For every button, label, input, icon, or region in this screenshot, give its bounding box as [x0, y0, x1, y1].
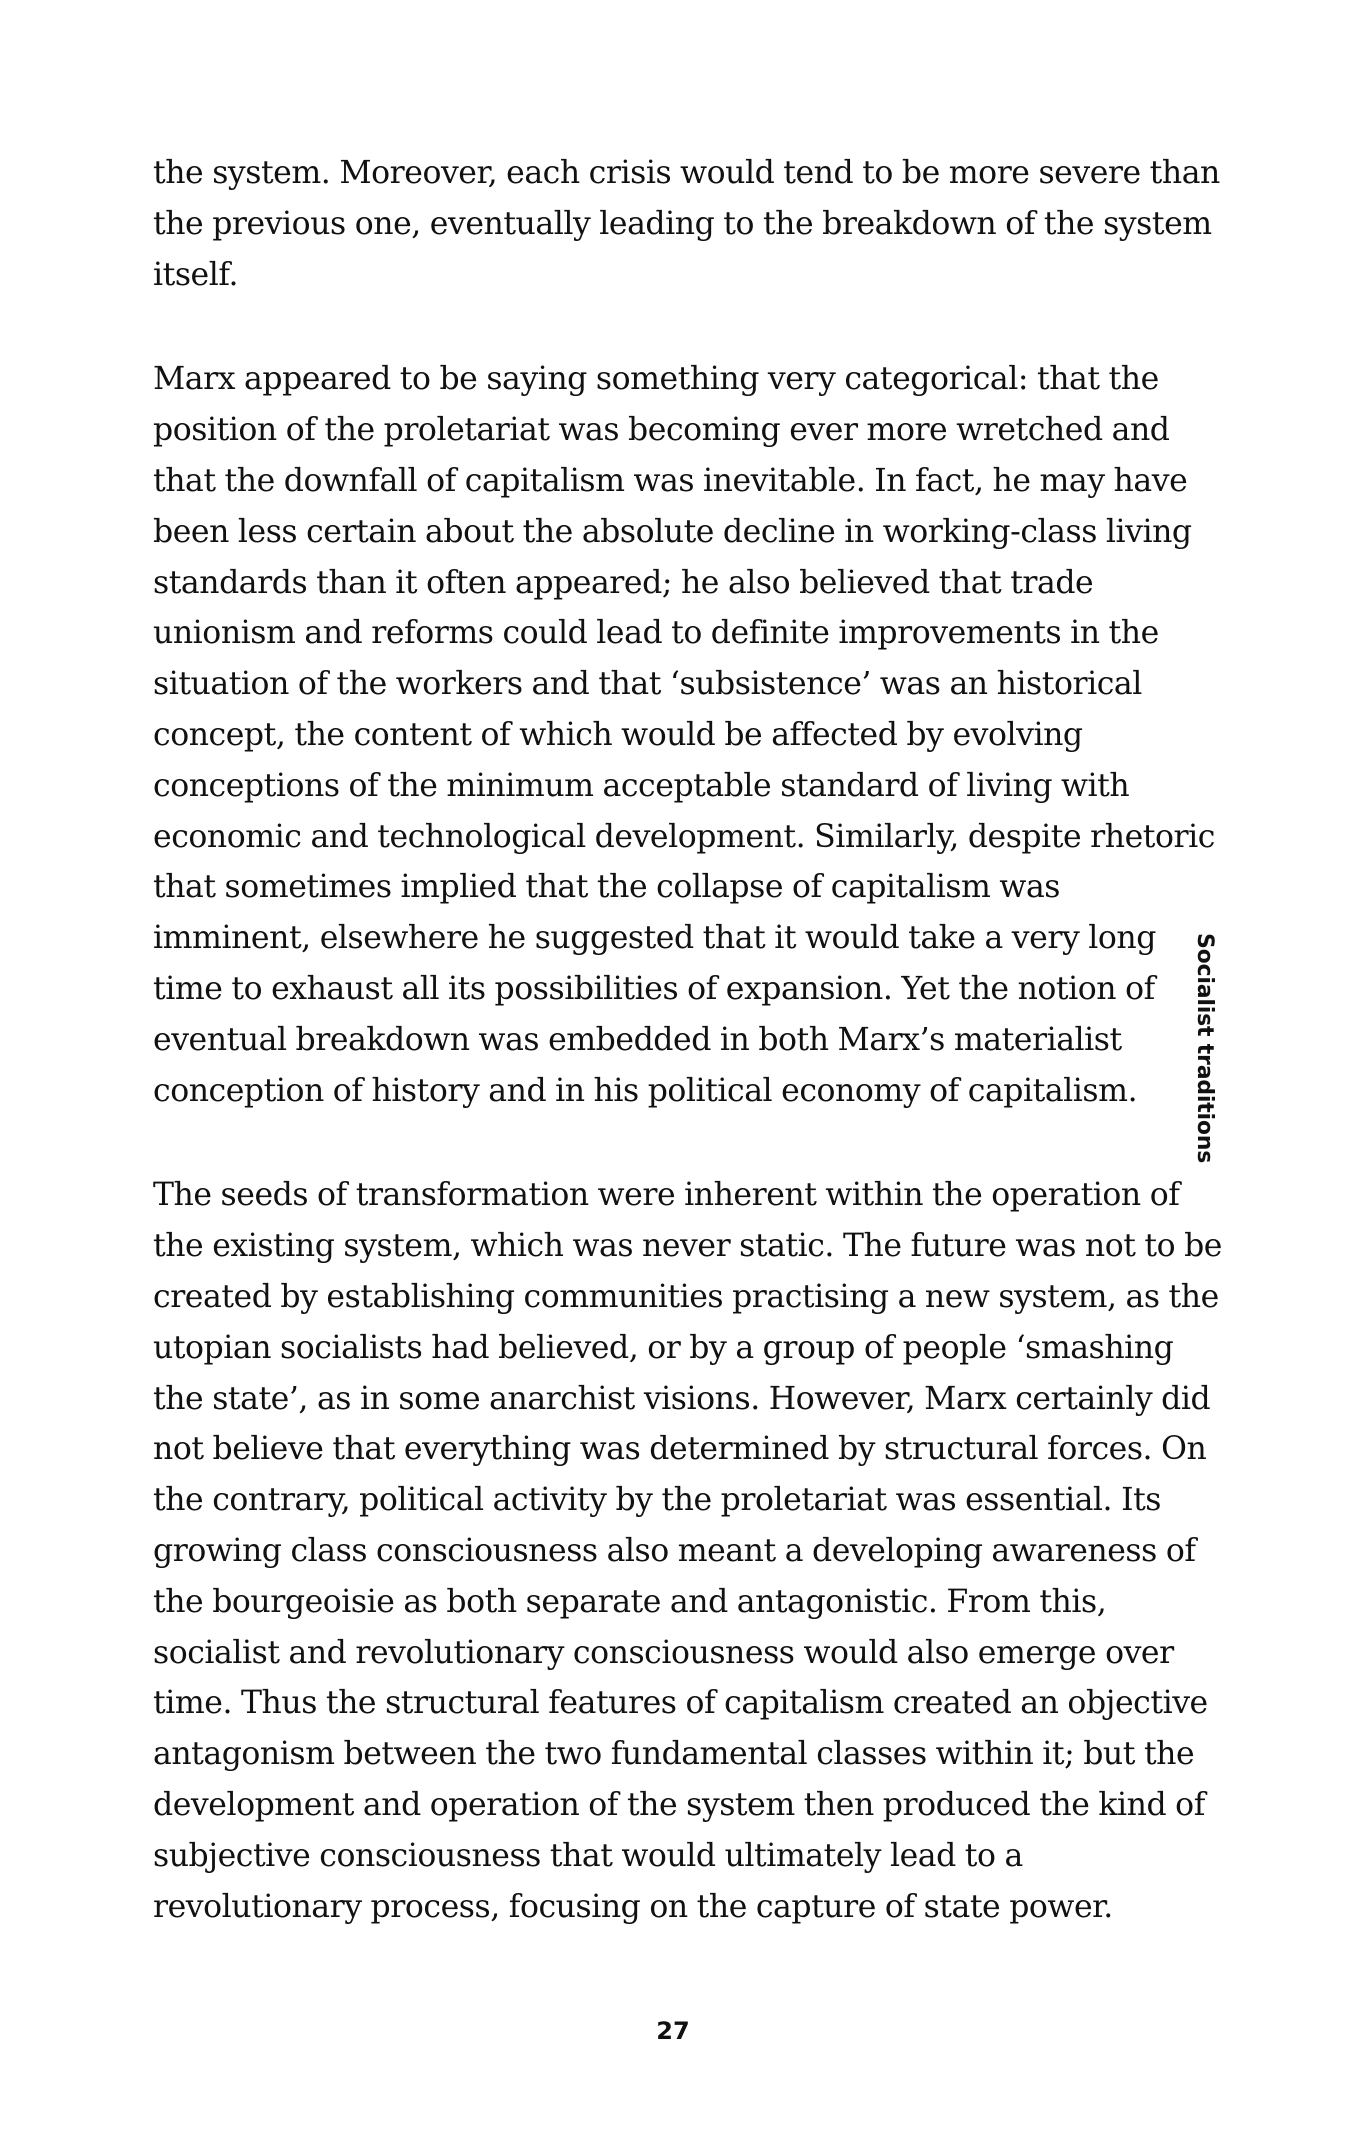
body-text	[153, 148, 1223, 1932]
paragraph-1: the system. Moreover, each crisis would tend to be more severe than the previous one, eventually leading to the breakdown of the system itself.	[153, 155, 1220, 293]
paragraph-2: Marx appeared to be saying something very categorical: that the position of the proletariat was becoming ever more wretched and that the downfall of capitalism was inevitable. In fact, he may have been less certain about the absolute decline in working-class living standards than it often appeared; he also believed that trade unionism and reforms could lead to definite improvements in the situation of the workers and that ‘subsistence’ was an historical concept, the content of which would be affected by evolving conceptions of the minimum acceptable standard of living with economic and technological development. Similarly, despite rhetoric that sometimes implied that the collapse of capitalism was imminent, elsewhere he suggested that it would take a very long time to exhaust all its possibilities of expansion. Yet the notion of eventual breakdown was embedded in both Marx’s materialist conception of history and in his political economy of capitalism.	[153, 361, 1215, 1109]
running-section-label: Socialist traditions	[1192, 933, 1217, 1164]
paragraph-3: The seeds of transformation were inherent within the operation of the existing system, which was never static. The future was not to be created by establishing communities practising a new system, as the utopian socialists had believed, or by a group of people ‘smashing the state’, as in some anarchist visions. However, Marx certainly did not believe that everything was determined by structural forces. On the contrary, political activity by the proletariat was essential. Its growing class consciousness also meant a developing awareness of the bourgeoisie as both separate and antagonistic. From this, socialist and revolutionary consciousness would also emerge over time. Thus the structural features of capitalism created an objective antagonism between the two fundamental classes within it; but the development and operation of the system then produced the kind of subjective consciousness that would ultimately lead to a revolutionary process, focusing on the capture of state power.	[153, 1177, 1222, 1925]
page-number: 27	[656, 2017, 690, 2045]
